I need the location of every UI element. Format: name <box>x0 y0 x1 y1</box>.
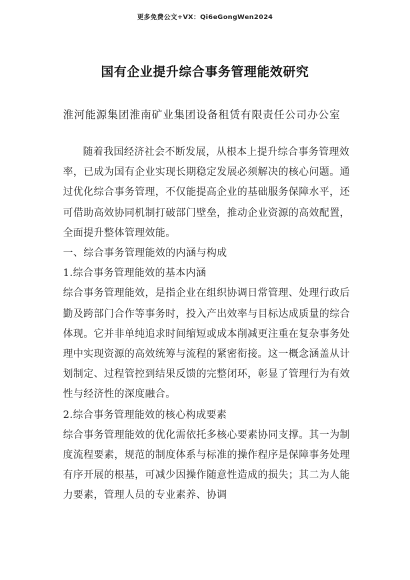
subsection-heading-1-2: 2.综合事务管理能效的核心构成要素 <box>63 409 227 421</box>
document-body <box>63 143 351 507</box>
document-title: 国有企业提升综合事务管理能效研究 <box>100 64 309 79</box>
body-paragraph-elements: 综合事务管理能效的优化需依托多核心要素协同支撑。其一为制度流程要素，规范的制度体系与标准的操作程序是保障事务处理有序开展的根基，可减少因操作随意性造成的损失；其二为人能力要素，管理人员的专业素养、协调 <box>63 429 350 502</box>
author-organization: 淮河能源集团淮南矿业集团设备租赁有限责任公司办公室 <box>63 109 341 121</box>
section-heading-1: 一、综合事务管理能效的内涵与构成 <box>63 248 227 260</box>
body-paragraph-definition: 综合事务管理能效，是指企业在组织协调日常管理、处理行政后勤及跨部门合作等事务时，投入产出效率与目标达成质量的综合体现。它并非单纯追求时间缩短或成本削减更注重在复杂事务处理中实现资源的高效统筹与流程的紧密衔接。这一概念涵盖从计划制定、过程管控到结果反馈的完整闭环，彰显了管理行为有效性与经济性的深度融合。 <box>63 288 350 401</box>
subsection-heading-1-1: 1.综合事务管理能效的基本内涵 <box>63 268 207 280</box>
body-paragraph-intro: 随着我国经济社会不断发展，从根本上提升综合事务管理效率，已成为国有企业实现长期稳定发展必须解决的核心问题。通过优化综合事务管理，不仅能提高企业的基础服务保障水平，还可借助高效协同机制打破部门壁垒，推动企业资源的高效配置，全面提升整体管理效能。 <box>63 147 350 239</box>
promo-header-note: 更多免费公文+VX：Qi6eGongWen2024 <box>137 13 273 21</box>
